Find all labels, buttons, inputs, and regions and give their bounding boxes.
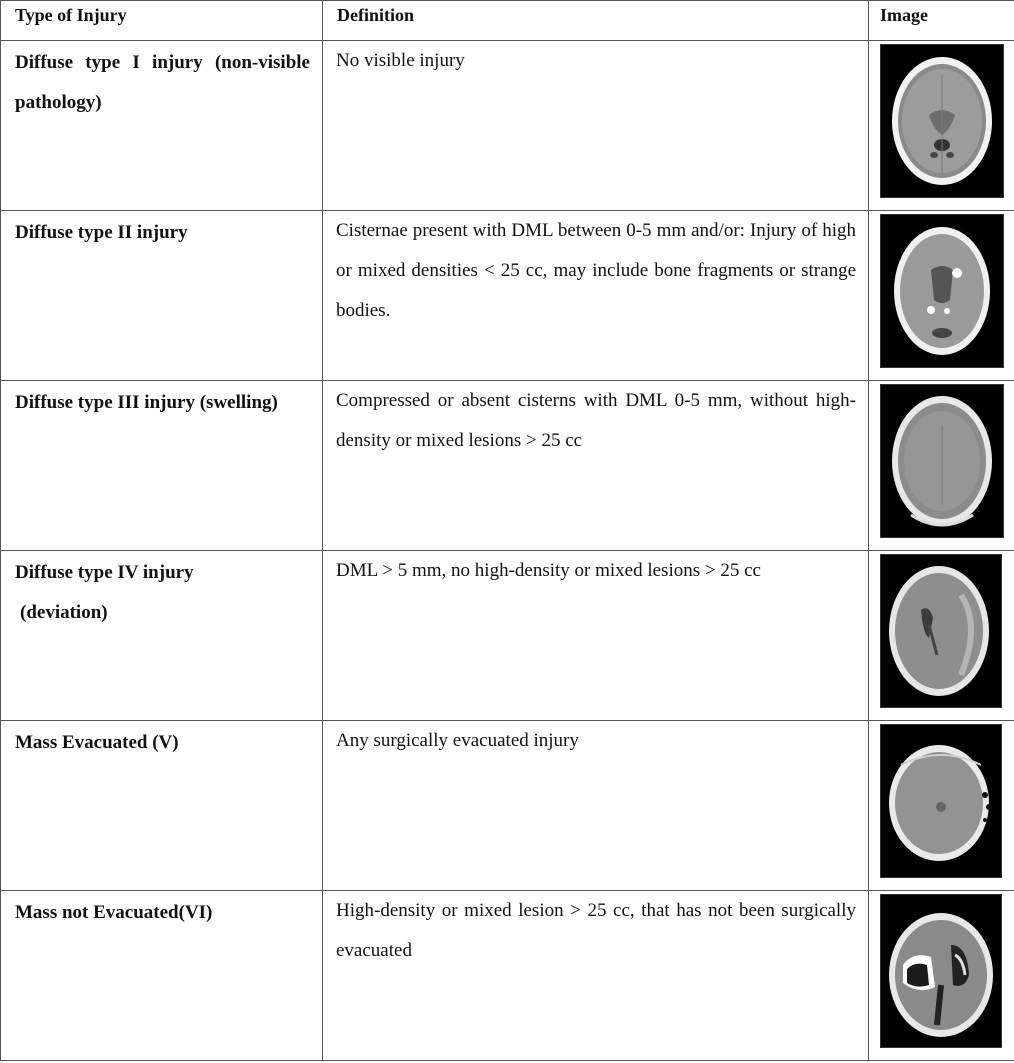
definition-cell: DML > 5 mm, no high-density or mixed lesions > 25 cc <box>323 551 869 721</box>
image-cell <box>869 891 1014 1061</box>
injury-type-cell <box>1 551 323 721</box>
header-type-of-injury: Type of Injury <box>1 1 323 41</box>
header-image: Image <box>869 1 1014 41</box>
image-cell <box>869 551 1014 721</box>
table-row <box>1 721 1014 891</box>
injury-type-cell: Mass Evacuated (V) <box>1 721 323 891</box>
image-cell <box>869 381 1014 551</box>
ct-scan-diffuse-type-iii-icon <box>880 384 1004 538</box>
definition-cell: Compressed or absent cisterns with DML 0-5 mm, without high-density or mixed lesions > 25 cc <box>323 381 869 551</box>
image-cell <box>869 721 1014 891</box>
ct-scan-diffuse-type-i-icon <box>880 44 1004 198</box>
definition-cell: Cisternae present with DML between 0-5 mm and/or: Injury of high or mixed densities < 25 cc, may include bone fragments or strange bodies. <box>323 211 869 381</box>
injury-type-cell: Mass not Evacuated(VI) <box>1 891 323 1061</box>
injury-type-label: Diffuse type IV injury <box>15 562 194 583</box>
ct-scan-mass-evacuated-icon <box>880 724 1002 878</box>
table-row <box>1 551 1014 721</box>
ct-scan-diffuse-type-ii-icon <box>880 214 1004 368</box>
definition-cell: High-density or mixed lesion > 25 cc, that has not been surgically evacuated <box>323 891 869 1061</box>
injury-type-sublabel: (deviation) <box>20 602 108 623</box>
table-row <box>1 891 1014 1061</box>
injury-type-cell: Diffuse type II injury <box>1 211 323 381</box>
injury-type-cell: Diffuse type I injury (non-visible pathology) <box>1 41 323 211</box>
injury-type-cell: Diffuse type III injury (swelling) <box>1 381 323 551</box>
ct-scan-diffuse-type-iv-icon <box>880 554 1002 708</box>
table-row <box>1 41 1014 211</box>
ct-scan-mass-not-evacuated-icon <box>880 894 1002 1048</box>
table-row <box>1 211 1014 381</box>
definition-cell: Any surgically evacuated injury <box>323 721 869 891</box>
header-definition: Definition <box>323 1 869 41</box>
image-cell <box>869 211 1014 381</box>
definition-cell: No visible injury <box>323 41 869 211</box>
image-cell <box>869 41 1014 211</box>
header-row <box>1 1 1014 41</box>
table-row <box>1 381 1014 551</box>
